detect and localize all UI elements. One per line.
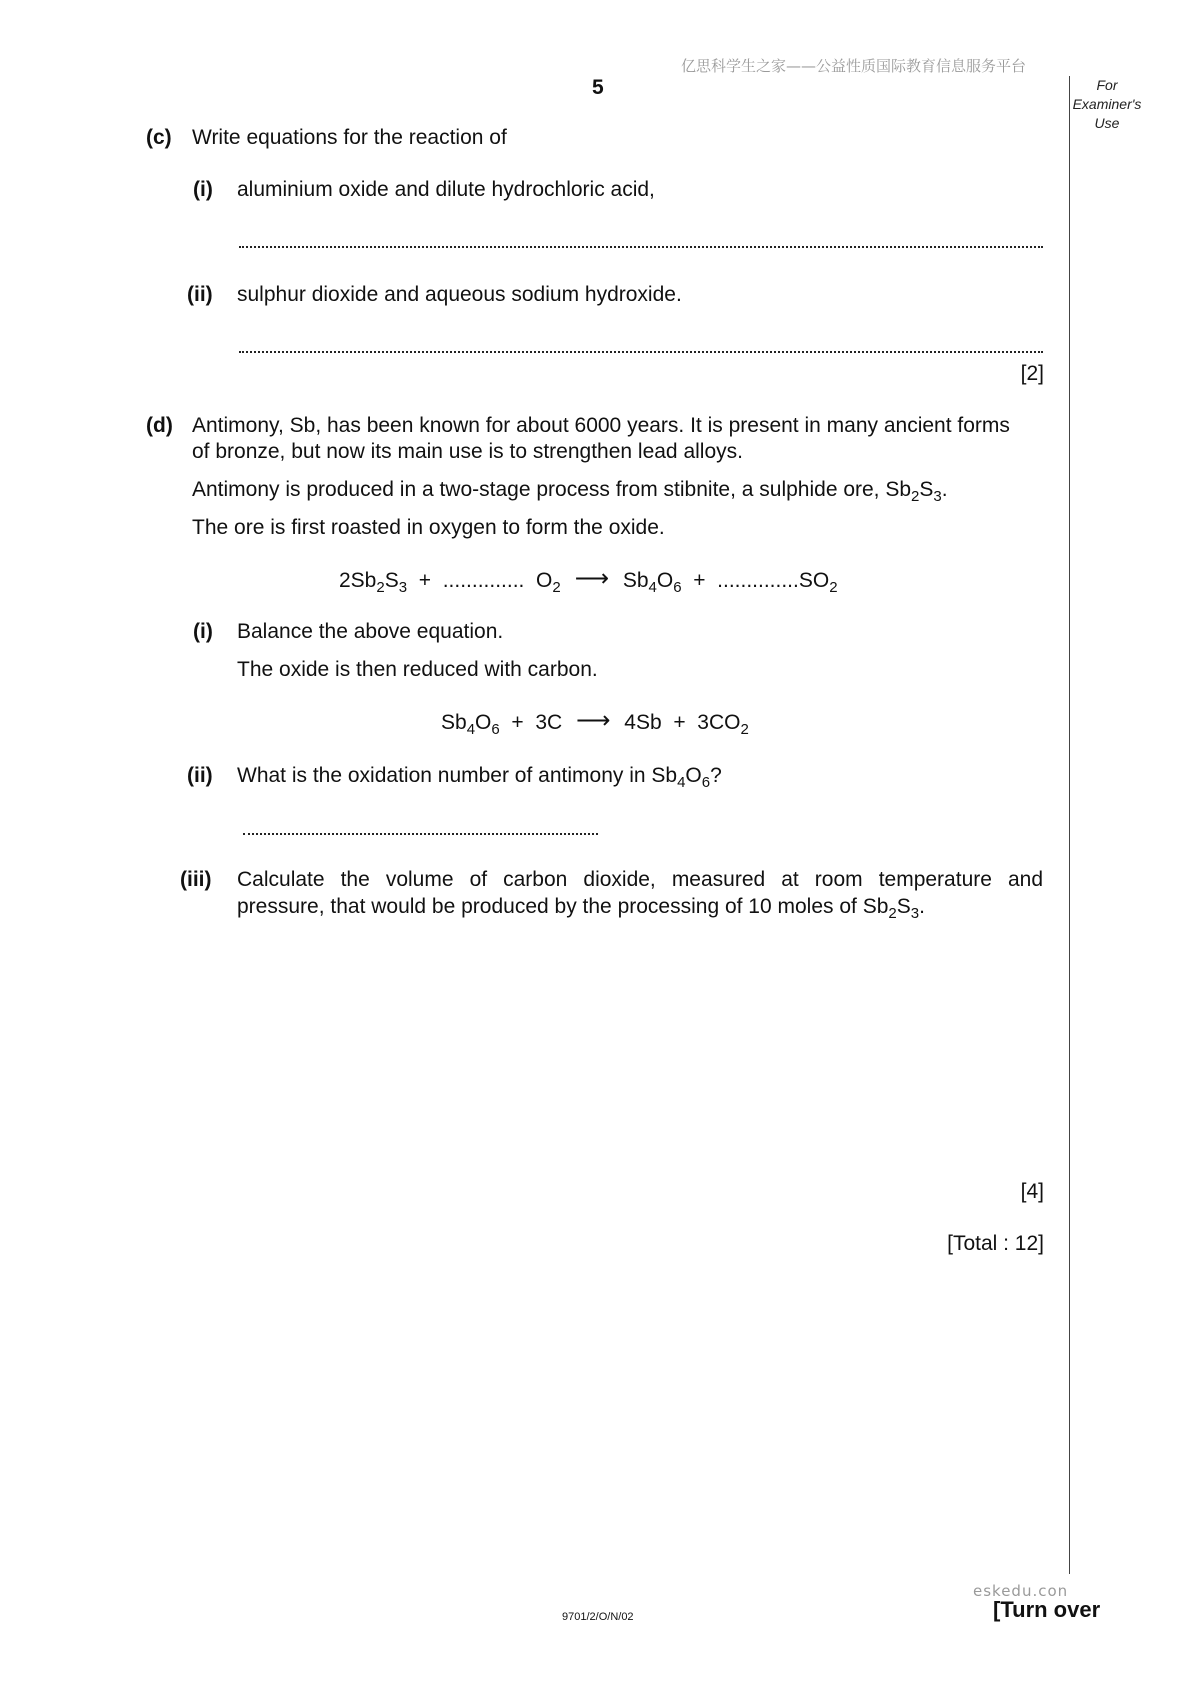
para2-text: Antimony is produced in a two-stage process from stibnite, a sulphide ore, Sb: [192, 478, 912, 501]
d-ii-sub2: 6: [701, 774, 711, 791]
eq2-product1: 4Sb: [624, 711, 662, 734]
eq1-blank-so2-coefficient[interactable]: ..............: [717, 569, 799, 592]
part-c-i-label: (i): [193, 178, 213, 201]
eq2-r1-sub1: 4: [466, 721, 476, 738]
eq1-r1-sub1: 2: [376, 579, 385, 596]
equation-roasting: [339, 566, 838, 594]
eq2-r1-sub2: 6: [491, 721, 500, 738]
part-d-label: (d): [146, 414, 173, 437]
watermark-top: 亿思科学生之家——公益性质国际教育信息服务平台: [681, 57, 1027, 75]
d-ii-sub1: 4: [677, 774, 686, 791]
para2-sub1: 2: [911, 488, 920, 505]
para2-mid: S: [919, 478, 934, 501]
part-d-ii-text: [237, 762, 722, 789]
part-c-ii-label: (ii): [187, 283, 213, 306]
eq2-reactant1b: O: [475, 711, 492, 734]
eq2-arrow-icon: ⟶: [576, 707, 611, 734]
eq1-r1-sub2: 3: [398, 579, 408, 596]
d-ii-mid: O: [685, 764, 702, 787]
eq1-r2-sub: 2: [552, 579, 561, 596]
part-d-iii-line1: Calculate the volume of carbon dioxide, measured at room temperature and: [237, 868, 1043, 891]
part-d-i-label: (i): [193, 620, 213, 643]
d-iii-mid: S: [896, 895, 911, 918]
eq2-reactant1: Sb: [441, 711, 467, 734]
d-iii-sub1: 2: [888, 905, 897, 922]
part-d-i-text: Balance the above equation.: [237, 620, 504, 643]
eq1-reactant2: O: [536, 569, 553, 592]
watermark-bottom: eskedu.con: [973, 1582, 1069, 1600]
examiner-use-label-for: For: [1096, 77, 1118, 93]
eq1-p1-sub2: 6: [673, 579, 682, 596]
eq1-plus2: +: [693, 569, 706, 592]
d-iii-sub2: 3: [910, 905, 920, 922]
paper-code: 9701/2/O/N/02: [562, 1611, 634, 1623]
eq2-p2-sub: 2: [740, 721, 749, 738]
eq1-blank-o2-coefficient[interactable]: ..............: [442, 569, 525, 592]
eq1-product2: SO: [798, 569, 830, 592]
page-number: 5: [592, 76, 604, 99]
part-c-label: (c): [146, 126, 172, 149]
answer-line-d-ii[interactable]: [243, 833, 598, 835]
eq1-product1: Sb: [622, 569, 649, 592]
equation-reduction: [441, 708, 749, 736]
part-c-i-text: aluminium oxide and dilute hydrochloric acid,: [237, 178, 655, 201]
d-iii-end: .: [919, 895, 925, 918]
d-iii-line2-text: pressure, that would be produced by the processing of 10 moles of Sb: [237, 895, 889, 918]
answer-space-d-iii[interactable]: [237, 930, 1043, 1170]
answer-line-c-i[interactable]: [239, 246, 1043, 248]
part-d-reduce-text: The oxide is then reduced with carbon.: [237, 658, 598, 681]
part-c-text: Write equations for the reaction of: [192, 126, 507, 149]
examiner-margin-line: [1069, 76, 1070, 1574]
part-d-para2: [192, 476, 948, 503]
eq2-plus2: +: [673, 711, 686, 734]
examiner-use-label-use: Use: [1094, 115, 1120, 131]
turn-over: [Turn over: [993, 1597, 1101, 1622]
d-ii-end: ?: [710, 764, 722, 787]
eq2-product2: 3CO: [697, 711, 741, 734]
question-total: [Total : 12]: [947, 1232, 1044, 1255]
examiner-use-label-examiner: Examiner's: [1072, 96, 1142, 112]
eq1-plus1: +: [418, 569, 432, 592]
eq1-p1-sub1: 4: [648, 579, 657, 596]
eq1-product1b: O: [656, 569, 674, 592]
para2-sub2: 3: [933, 488, 942, 505]
part-c-marks: [2]: [1020, 362, 1044, 385]
d-ii-text: What is the oxidation number of antimony in Sb: [237, 764, 678, 787]
eq2-plus1: +: [511, 711, 524, 734]
part-d-marks: [4]: [1020, 1180, 1044, 1203]
eq1-reactant1b: S: [384, 569, 399, 592]
para2-end: .: [941, 478, 948, 501]
eq2-reactant2: 3C: [535, 711, 563, 734]
part-d-para1-line1: Antimony, Sb, has been known for about 6000 years. It is present in many ancient forms: [192, 414, 1010, 437]
eq1-reactant1: 2Sb: [339, 569, 377, 592]
part-c-ii-text: sulphur dioxide and aqueous sodium hydroxide.: [237, 283, 682, 306]
answer-line-c-ii[interactable]: [239, 351, 1043, 353]
part-d-ii-label: (ii): [187, 764, 213, 787]
part-d-para3: The ore is first roasted in oxygen to form the oxide.: [192, 516, 665, 539]
part-d-iii-line2: [237, 893, 925, 920]
eq1-p2-sub: 2: [829, 579, 838, 596]
eq1-arrow-icon: ⟶: [574, 565, 609, 592]
part-d-para1-line2: of bronze, but now its main use is to strengthen lead alloys.: [192, 440, 743, 463]
part-d-iii-label: (iii): [180, 868, 212, 891]
